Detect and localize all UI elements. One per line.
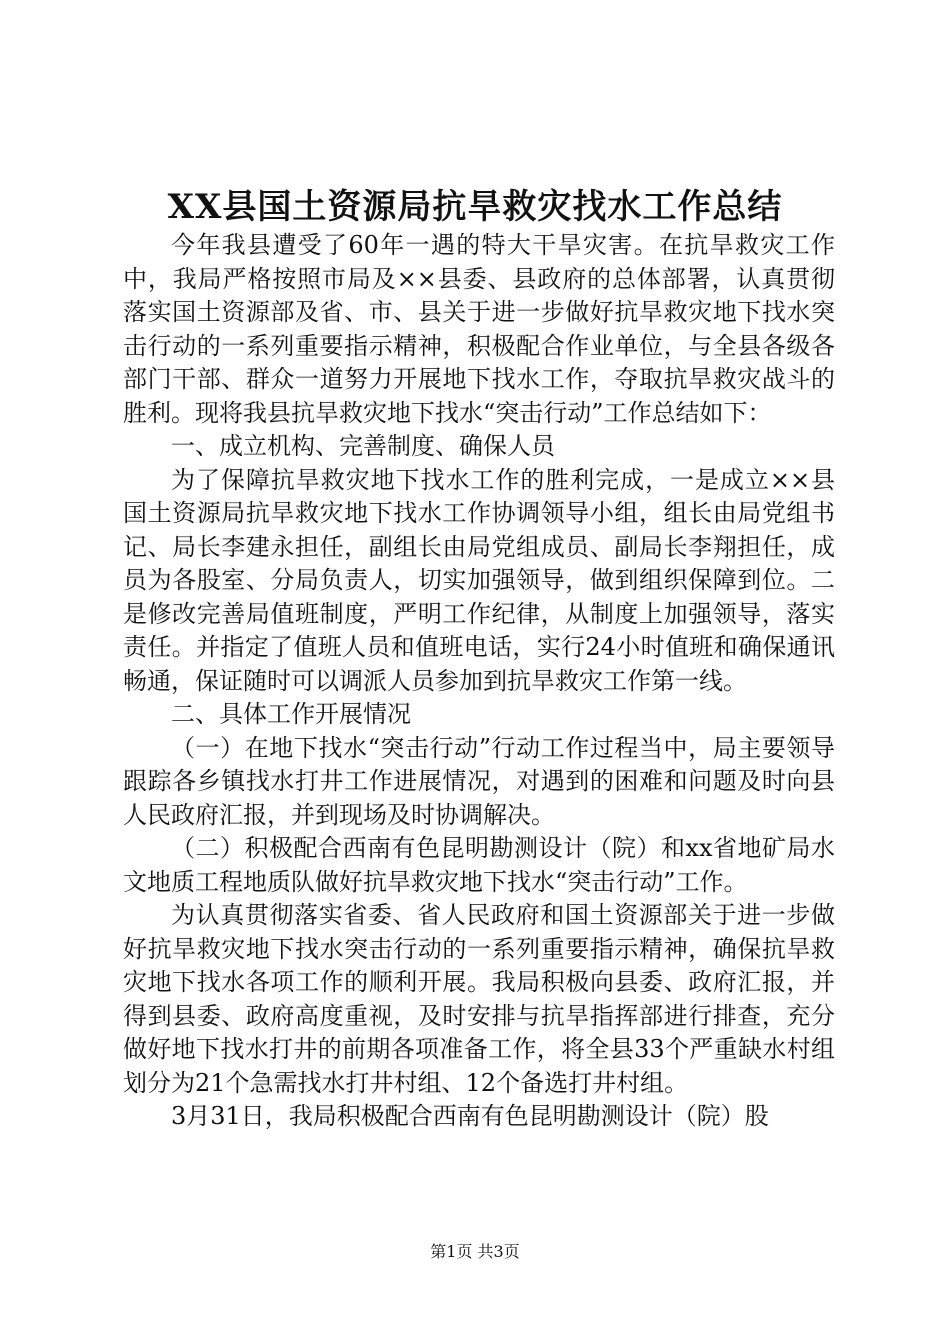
- section-heading-2: 二、具体工作开展情况: [171, 700, 411, 728]
- paragraph-march-31: 3月31日，我局积极配合西南有色昆明勘测设计（院）股: [171, 1102, 769, 1130]
- document-body: [123, 229, 835, 1134]
- paragraph-item-2: （二）积极配合西南有色昆明勘测设计（院）和xx省地矿局水文地质工程地质队做好抗旱救灾地下找水“突击行动”工作。: [123, 834, 835, 896]
- section-heading-1: 一、成立机构、完善制度、确保人员: [171, 432, 555, 460]
- page-footer: 第1页 共3页: [430, 1242, 520, 1261]
- paragraph-item-1: （一）在地下找水“突击行动”行动工作过程当中，局主要领导跟踪各乡镇找水打井工作进展情况，对遇到的困难和问题及时向县人民政府汇报，并到现场及时协调解决。: [123, 733, 835, 829]
- paragraph-intro: 今年我县遭受了60年一遇的特大干旱灾害。在抗旱救灾工作中，我局严格按照市局及××县委、县政府的总体部署，认真贯彻落实国土资源部及省、市、县关于进一步做好抗旱救灾地下找水突击行动的一系列重要指示精神，积极配合作业单位，与全县各级各部门干部、群众一道努力开展地下找水工作，夺取抗旱救灾战斗的胜利。现将我县抗旱救灾地下找水“突击行动”工作总结如下：: [123, 231, 835, 427]
- paragraph-organization: 为了保障抗旱救灾地下找水工作的胜利完成，一是成立××县国土资源局抗旱救灾地下找水工作协调领导小组，组长由局党组书记、局长李建永担任，副组长由局党组成员、副局长李翔担任，成员为各股室、分局负责人，切实加强领导，做到组织保障到位。二是修改完善局值班制度，严明工作纪律，从制度上加强领导，落实责任。并指定了值班人员和值班电话，实行24小时值班和确保通讯畅通，保证随时可以调派人员参加到抗旱救灾工作第一线。: [123, 465, 835, 695]
- paragraph-implementation: 为认真贯彻落实省委、省人民政府和国土资源部关于进一步做好抗旱救灾地下找水突击行动的一系列重要指示精神，确保抗旱救灾地下找水各项工作的顺利开展。我局积极向县委、政府汇报，并得到县委、政府高度重视，及时安排与抗旱指挥部进行排查，充分做好地下找水打井的前期各项准备工作，将全县33个严重缺水村组划分为21个急需找水打井村组、12个备选打井村组。: [123, 901, 835, 1097]
- document-title: XX县国土资源局抗旱救灾找水工作总结: [167, 187, 783, 227]
